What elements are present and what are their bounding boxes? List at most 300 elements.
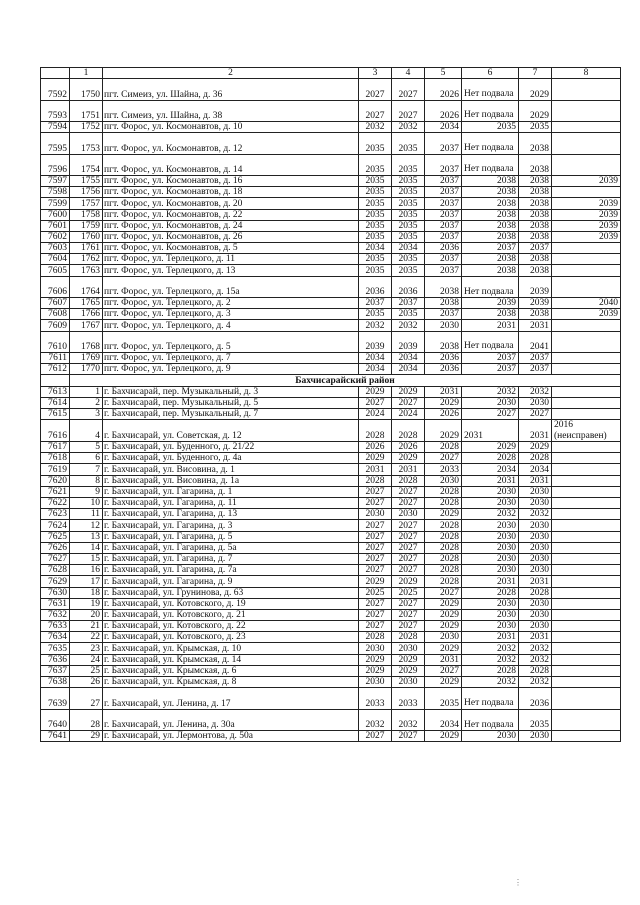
year-col8-cell [552,542,621,553]
year-col7-cell: 2037 [519,364,552,375]
year-col5-cell: 2027 [425,587,462,598]
year-col8-cell [552,553,621,564]
table-row [41,231,621,242]
year-col5-cell: 2029 [425,598,462,609]
table-row [41,187,621,198]
column-number-row [41,68,621,79]
item-number-cell: 1756 [70,187,103,198]
item-number-cell: 1752 [70,121,103,132]
basement-year-cell: 2027 [462,408,519,419]
year-col5-cell: 2026 [425,100,462,121]
row-number-cell: 7596 [41,154,70,175]
year-col5-cell: 2028 [425,498,462,509]
year-col8-cell [552,254,621,265]
table-row [41,587,621,598]
row-number-cell: 7606 [41,276,70,297]
table-row [41,352,621,363]
row-number-cell: 7638 [41,677,70,688]
year-col7-cell: 2030 [519,486,552,497]
row-number-cell: 7597 [41,175,70,186]
table-row [41,609,621,620]
basement-year-cell: Нет подвала [462,154,519,175]
year-col5-cell: 2028 [425,576,462,587]
item-number-cell: 1770 [70,364,103,375]
row-number-cell: 7620 [41,475,70,486]
basement-year-cell: Нет подвала [462,709,519,730]
item-number-cell: 27 [70,688,103,709]
year-col4-cell: 2035 [392,154,425,175]
year-col7-cell: 2036 [519,688,552,709]
year-col3-cell: 2030 [359,677,392,688]
address-cell: г. Бахчисарай, ул. Котовского, д. 22 [103,621,359,632]
row-number-cell: 7593 [41,100,70,121]
year-col8-cell [552,731,621,742]
row-number-cell: 7629 [41,576,70,587]
year-col3-cell: 2027 [359,397,392,408]
row-number-cell: 7601 [41,220,70,231]
item-number-cell: 3 [70,408,103,419]
basement-year-cell: 2032 [462,386,519,397]
item-number-cell: 1760 [70,231,103,242]
address-cell: пгт. Форос, ул. Космонавтов, д. 5 [103,243,359,254]
year-col8-cell [552,486,621,497]
year-col5-cell: 2029 [425,621,462,632]
year-col7-cell: 2031 [519,475,552,486]
year-col5-cell: 2029 [425,643,462,654]
item-number-cell: 1 [70,386,103,397]
table-row [41,498,621,509]
year-col8-cell [552,688,621,709]
year-col7-cell: 2029 [519,79,552,100]
table-row [41,320,621,331]
year-col3-cell: 2034 [359,364,392,375]
year-col4-cell: 2034 [392,352,425,363]
row-number-cell: 7628 [41,565,70,576]
year-col3-cell: 2027 [359,498,392,509]
basement-year-cell: 2030 [462,542,519,553]
table-row [41,254,621,265]
address-cell: пгт. Форос, ул. Терлецкого, д. 13 [103,265,359,276]
year-col7-cell: 2028 [519,453,552,464]
year-col4-cell: 2039 [392,331,425,352]
address-cell: пгт. Форос, ул. Космонавтов, д. 18 [103,187,359,198]
year-col7-cell: 2032 [519,643,552,654]
basement-year-cell: 2037 [462,243,519,254]
address-cell: г. Бахчисарай, ул. Висовина, д. 1а [103,475,359,486]
year-col8-cell [552,331,621,352]
year-col5-cell: 2029 [425,420,462,442]
year-col5-cell: 2037 [425,231,462,242]
row-number-cell: 7594 [41,121,70,132]
item-number-cell: 13 [70,531,103,542]
year-col7-cell: 2030 [519,598,552,609]
year-col3-cell: 2034 [359,352,392,363]
year-col8-cell [552,587,621,598]
year-col4-cell: 2027 [392,397,425,408]
row-number-cell: 7624 [41,520,70,531]
header-cell: 3 [359,68,392,79]
year-col5-cell: 2037 [425,254,462,265]
year-col4-cell: 2027 [392,498,425,509]
year-col3-cell: 2027 [359,553,392,564]
table-row [41,553,621,564]
address-cell: пгт. Форос, ул. Космонавтов, д. 26 [103,231,359,242]
basement-year-cell: 2032 [462,509,519,520]
year-col5-cell: 2037 [425,175,462,186]
year-col4-cell: 2035 [392,133,425,154]
basement-year-cell: 2038 [462,265,519,276]
item-number-cell: 12 [70,520,103,531]
header-cell: 5 [425,68,462,79]
basement-year-cell: 2038 [462,309,519,320]
basement-year-cell: 2031 [462,475,519,486]
year-col8-cell [552,133,621,154]
year-col4-cell: 2029 [392,576,425,587]
table-row [41,453,621,464]
basement-year-cell: 2030 [462,520,519,531]
year-col7-cell: 2032 [519,509,552,520]
year-col4-cell: 2025 [392,587,425,598]
table-row [41,677,621,688]
year-col5-cell: 2037 [425,209,462,220]
address-cell: г. Бахчисарай, ул. Гагарина, д. 1 [103,486,359,497]
year-col3-cell: 2032 [359,121,392,132]
year-col7-cell: 2038 [519,254,552,265]
item-number-cell: 1757 [70,198,103,209]
row-number-cell: 7605 [41,265,70,276]
address-cell: г. Бахчисарай, пер. Музыкальный, д. 5 [103,397,359,408]
address-cell: пгт. Форос, ул. Терлецкого, д. 5 [103,331,359,352]
row-number-cell: 7602 [41,231,70,242]
table-row [41,576,621,587]
year-col7-cell: 2039 [519,276,552,297]
row-number-cell: 7609 [41,320,70,331]
item-number-cell: 1759 [70,220,103,231]
year-col3-cell: 2030 [359,509,392,520]
year-col8-cell: 2039 [552,309,621,320]
year-col7-cell: 2032 [519,677,552,688]
basement-year-cell: 2030 [462,565,519,576]
address-cell: пгт. Форос, ул. Космонавтов, д. 24 [103,220,359,231]
year-col5-cell: 2038 [425,331,462,352]
row-number-cell: 7598 [41,187,70,198]
year-col5-cell: 2029 [425,677,462,688]
item-number-cell: 28 [70,709,103,730]
year-col7-cell: 2029 [519,442,552,453]
item-number-cell: 1767 [70,320,103,331]
basement-year-cell: 2030 [462,731,519,742]
year-col4-cell: 2030 [392,643,425,654]
basement-year-cell: Нет подвала [462,331,519,352]
year-col3-cell: 2039 [359,331,392,352]
row-number-cell: 7635 [41,643,70,654]
year-col5-cell: 2034 [425,121,462,132]
table-row [41,475,621,486]
table-row [41,133,621,154]
year-col8-cell [552,565,621,576]
year-col4-cell: 2029 [392,654,425,665]
table-row [41,665,621,676]
year-col8-cell [552,320,621,331]
year-col5-cell: 2029 [425,731,462,742]
row-number-cell: 7622 [41,498,70,509]
year-col3-cell: 2028 [359,475,392,486]
row-number-cell: 7592 [41,79,70,100]
address-cell: г. Бахчисарай, ул. Ленина, д. 17 [103,688,359,709]
table-row [41,643,621,654]
item-number-cell: 1758 [70,209,103,220]
year-col3-cell: 2027 [359,621,392,632]
year-col3-cell: 2027 [359,565,392,576]
year-col5-cell: 2028 [425,531,462,542]
year-col5-cell: 2028 [425,486,462,497]
table-row [41,442,621,453]
year-col8-cell [552,79,621,100]
year-col7-cell: 2030 [519,553,552,564]
year-col5-cell: 2033 [425,464,462,475]
year-col8-cell [552,475,621,486]
table-row [41,731,621,742]
item-number-cell: 8 [70,475,103,486]
row-number-cell: 7631 [41,598,70,609]
item-number-cell: 23 [70,643,103,654]
item-number-cell: 11 [70,509,103,520]
address-cell: г. Бахчисарай, ул. Лермонтова, д. 50а [103,731,359,742]
year-col7-cell: 2041 [519,331,552,352]
year-col5-cell: 2027 [425,453,462,464]
address-cell: пгт. Форос, ул. Терлецкого, д. 3 [103,309,359,320]
year-col3-cell: 2035 [359,254,392,265]
year-col3-cell: 2036 [359,276,392,297]
year-col3-cell: 2027 [359,520,392,531]
basement-year-cell: 2028 [462,665,519,676]
table-row [41,100,621,121]
year-col3-cell: 2037 [359,298,392,309]
basement-year-cell: 2038 [462,187,519,198]
year-col7-cell: 2030 [519,621,552,632]
table-row [41,621,621,632]
year-col4-cell: 2027 [392,542,425,553]
year-col4-cell: 2029 [392,665,425,676]
basement-year-cell: 2038 [462,209,519,220]
year-col8-cell: 2039 [552,231,621,242]
address-cell: г. Бахчисарай, ул. Гагарина, д. 7а [103,565,359,576]
year-col7-cell: 2031 [519,320,552,331]
table-row [41,154,621,175]
year-col4-cell: 2027 [392,609,425,620]
year-col5-cell: 2028 [425,553,462,564]
table-row [41,198,621,209]
basement-year-cell: Нет подвала [462,276,519,297]
section-title: Бахчисарайский район [70,375,621,386]
year-col8-cell [552,187,621,198]
address-cell: г. Бахчисарай, ул. Котовского, д. 21 [103,609,359,620]
item-number-cell: 9 [70,486,103,497]
year-col7-cell: 2030 [519,565,552,576]
header-cell [41,68,70,79]
address-cell: г. Бахчисарай, пер. Музыкальный, д. 7 [103,408,359,419]
year-col8-cell [552,386,621,397]
address-cell: г. Бахчисарай, ул. Грунинова, д. 63 [103,587,359,598]
year-col4-cell: 2030 [392,509,425,520]
year-col7-cell: 2030 [519,542,552,553]
basement-year-cell: 2038 [462,254,519,265]
basement-year-cell: Нет подвала [462,688,519,709]
year-col4-cell: 2029 [392,453,425,464]
year-col7-cell: 2038 [519,187,552,198]
item-number-cell: 20 [70,609,103,620]
year-col7-cell: 2038 [519,209,552,220]
year-col5-cell: 2038 [425,298,462,309]
item-number-cell: 1763 [70,265,103,276]
basement-year-cell: Нет подвала [462,133,519,154]
year-col4-cell: 2027 [392,486,425,497]
year-col5-cell: 2035 [425,688,462,709]
row-number-cell: 7619 [41,464,70,475]
year-col3-cell: 2027 [359,79,392,100]
address-cell: пгт. Форос, ул. Терлецкого, д. 4 [103,320,359,331]
year-col4-cell: 2035 [392,220,425,231]
item-number-cell: 25 [70,665,103,676]
year-col7-cell: 2030 [519,397,552,408]
year-col8-cell [552,632,621,643]
row-number-cell: 7634 [41,632,70,643]
header-cell: 6 [462,68,519,79]
table-row [41,331,621,352]
year-col4-cell: 2035 [392,198,425,209]
year-col3-cell: 2027 [359,531,392,542]
year-col5-cell: 2037 [425,309,462,320]
year-col7-cell: 2039 [519,298,552,309]
table-row [41,420,621,442]
year-col5-cell: 2037 [425,265,462,276]
item-number-cell: 1768 [70,331,103,352]
row-number-cell: 7608 [41,309,70,320]
basement-year-cell: 2028 [462,453,519,464]
year-col3-cell: 2028 [359,420,392,442]
year-col8-cell [552,621,621,632]
table-row [41,121,621,132]
year-col4-cell: 2035 [392,175,425,186]
row-number-cell: 7626 [41,542,70,553]
item-number-cell: 17 [70,576,103,587]
item-number-cell: 4 [70,420,103,442]
table-row [41,364,621,375]
item-number-cell: 15 [70,553,103,564]
year-col8-cell [552,154,621,175]
row-number-cell: 7613 [41,386,70,397]
year-col7-cell: 2032 [519,386,552,397]
row-number-cell: 7600 [41,209,70,220]
year-col3-cell: 2035 [359,198,392,209]
row-number-cell: 7603 [41,243,70,254]
item-number-cell: 1761 [70,243,103,254]
year-col4-cell: 2027 [392,731,425,742]
row-number-cell: 7640 [41,709,70,730]
year-col3-cell: 2033 [359,688,392,709]
year-col3-cell: 2031 [359,464,392,475]
year-col5-cell: 2038 [425,276,462,297]
year-col3-cell: 2035 [359,265,392,276]
row-number-cell: 7614 [41,397,70,408]
basement-year-cell: Нет подвала [462,100,519,121]
year-col8-cell: 2016 (неисправен) [552,420,621,442]
year-col5-cell: 2034 [425,709,462,730]
year-col5-cell: 2036 [425,364,462,375]
address-cell: г. Бахчисарай, ул. Висовина, д. 1 [103,464,359,475]
table-row [41,209,621,220]
year-col3-cell: 2029 [359,654,392,665]
year-col4-cell: 2035 [392,187,425,198]
year-col8-cell: 2039 [552,175,621,186]
year-col4-cell: 2032 [392,320,425,331]
basement-year-cell: 2030 [462,397,519,408]
year-col8-cell: 2040 [552,298,621,309]
year-col5-cell: 2028 [425,520,462,531]
table-row [41,688,621,709]
year-col3-cell: 2025 [359,587,392,598]
item-number-cell: 1753 [70,133,103,154]
year-col4-cell: 2028 [392,475,425,486]
row-number-cell: 7636 [41,654,70,665]
year-col3-cell: 2035 [359,309,392,320]
year-col3-cell: 2030 [359,643,392,654]
year-col4-cell: 2035 [392,265,425,276]
address-cell: г. Бахчисарай, ул. Крымская, д. 14 [103,654,359,665]
address-cell: пгт. Форос, ул. Терлецкого, д. 11 [103,254,359,265]
address-cell: г. Бахчисарай, ул. Крымская, д. 8 [103,677,359,688]
row-number-cell: 7616 [41,420,70,442]
year-col5-cell: 2036 [425,243,462,254]
year-col7-cell: 2037 [519,243,552,254]
basement-year-cell: 2031 [462,420,519,442]
address-cell: г. Бахчисарай, ул. Котовского, д. 23 [103,632,359,643]
row-number-cell: 7610 [41,331,70,352]
year-col7-cell: 2038 [519,154,552,175]
year-col8-cell [552,276,621,297]
year-col8-cell [552,408,621,419]
item-number-cell: 7 [70,464,103,475]
basement-year-cell: 2030 [462,609,519,620]
year-col3-cell: 2035 [359,209,392,220]
item-number-cell: 1754 [70,154,103,175]
year-col4-cell: 2030 [392,677,425,688]
row-number-cell: 7617 [41,442,70,453]
year-col4-cell: 2028 [392,632,425,643]
year-col5-cell: 2030 [425,475,462,486]
basement-year-cell: 2030 [462,621,519,632]
table-row [41,298,621,309]
year-col4-cell: 2035 [392,309,425,320]
year-col5-cell: 2028 [425,442,462,453]
year-col5-cell: 2037 [425,198,462,209]
address-cell: пгт. Форос, ул. Космонавтов, д. 16 [103,175,359,186]
row-number-cell: 7637 [41,665,70,676]
basement-year-cell: 2030 [462,598,519,609]
basement-year-cell: 2031 [462,576,519,587]
header-cell: 2 [103,68,359,79]
year-col5-cell: 2037 [425,133,462,154]
header-cell: 1 [70,68,103,79]
year-col8-cell [552,709,621,730]
year-col8-cell [552,364,621,375]
year-col7-cell: 2030 [519,531,552,542]
table-row [41,79,621,100]
address-cell: г. Бахчисарай, ул. Гагарина, д. 5 [103,531,359,542]
table-row [41,520,621,531]
year-col4-cell: 2024 [392,408,425,419]
row-number-cell: 7611 [41,352,70,363]
